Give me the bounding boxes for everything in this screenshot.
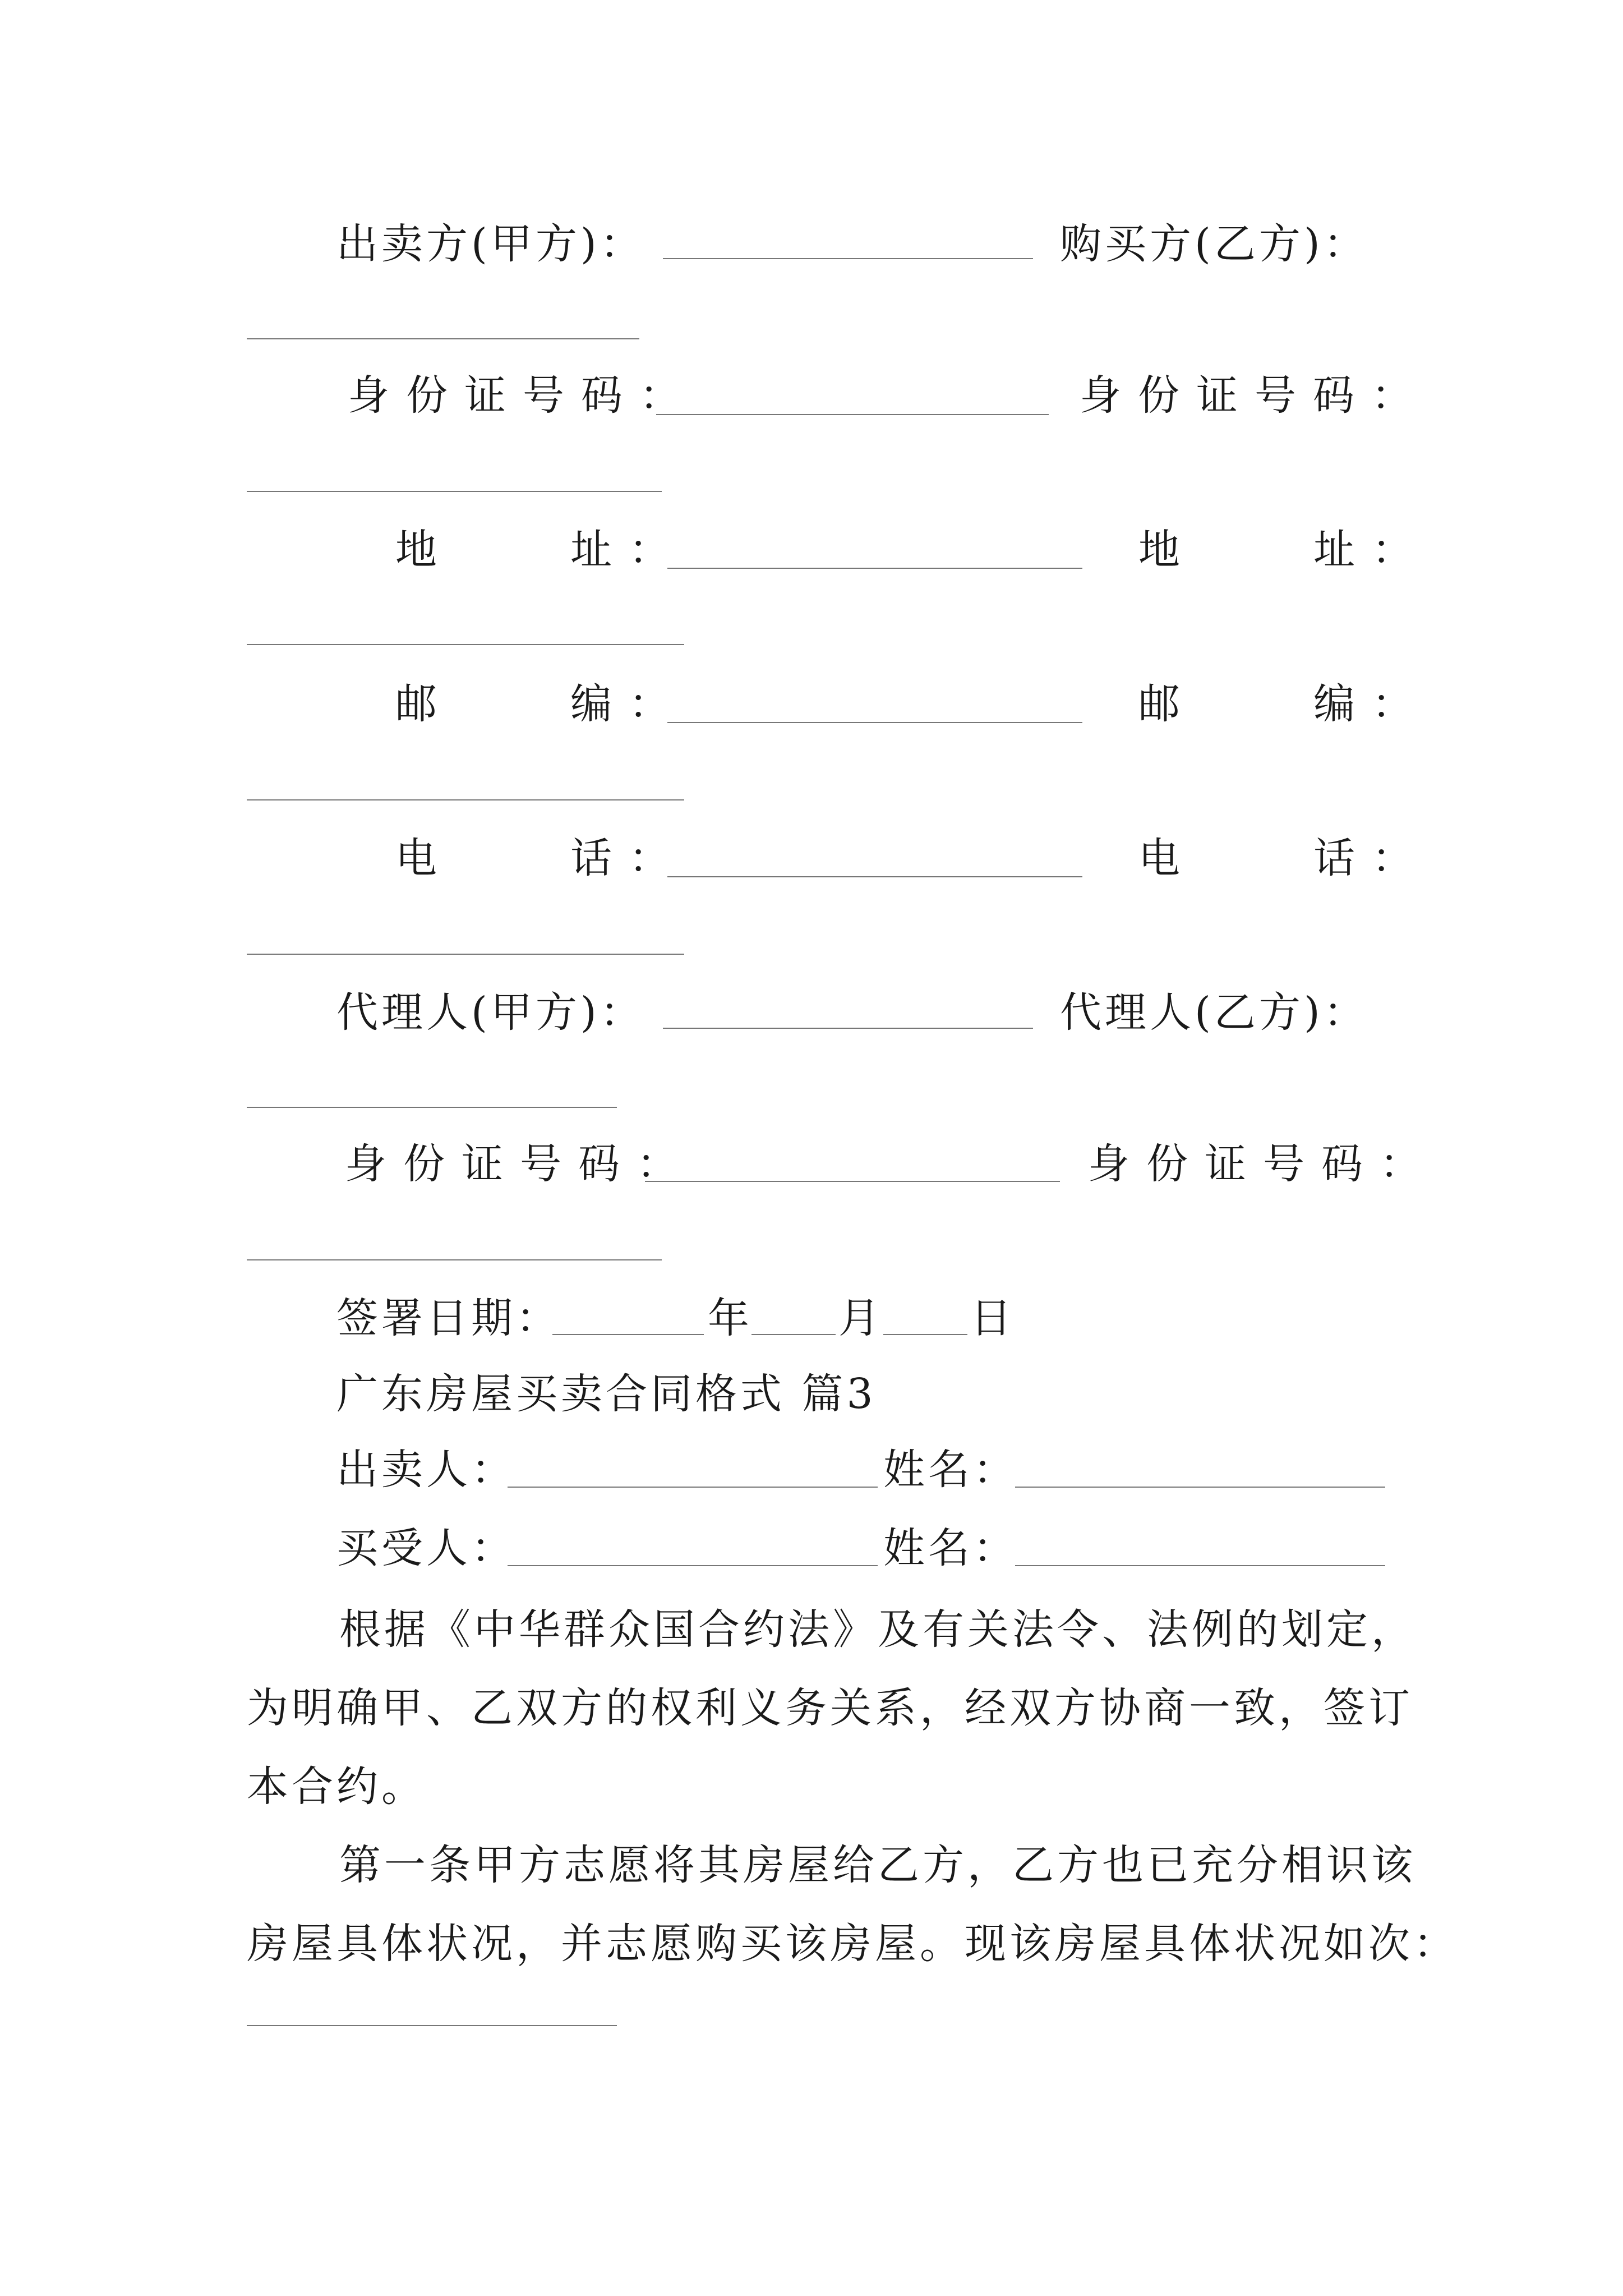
buyer-name-label: 姓名： [883,1524,1018,1572]
seller-address-blank[interactable] [667,568,1082,569]
agent-party-a-blank[interactable] [663,1028,1033,1029]
buyer-address-label: 地 址： [1138,526,1430,574]
agent-party-b-blank[interactable] [247,1107,617,1108]
agent-a-id-label: 身份证号码： [345,1140,695,1188]
sign-day-label: 日 [970,1294,1015,1342]
seller-id-blank[interactable] [656,414,1049,415]
buyer-id-label: 身份证号码： [1080,371,1430,420]
seller-zip-label: 邮 编： [395,680,687,728]
buyer-label: 买受人： [336,1524,516,1572]
paragraph-2-line-2: 房屋具体状况，并志愿购买该房屋。现该房屋具体状况如次： [247,1920,1458,1968]
paragraph-1-line-1: 根据《中华群众国合约法》及有关法令、法例的划定， [339,1605,1416,1654]
paragraph-2-line-1: 第一条甲方志愿将其房屋给乙方，乙方也已充分相识该 [339,1841,1416,1889]
sign-date-label: 签署日期： [336,1294,561,1342]
buyer-zip-blank[interactable] [247,799,684,800]
section-heading: 广东房屋买卖合同格式 篇3 [336,1370,877,1418]
seller-name-label: 姓名： [883,1446,1018,1494]
buyer-zip-label: 邮 编： [1138,680,1430,728]
sign-month-label: 月 [838,1294,883,1342]
buyer-party-blank[interactable] [247,338,639,339]
agent-party-b-label: 代理人(乙方)： [1060,988,1368,1037]
sign-year-blank[interactable] [552,1334,704,1335]
agent-a-id-blank[interactable] [645,1181,1060,1182]
seller-label: 出卖人： [336,1446,516,1494]
seller-address-label: 地 址： [395,526,687,574]
seller-id-label: 身份证号码： [348,371,698,420]
seller-phone-blank[interactable] [667,876,1082,877]
agent-party-a-label: 代理人(甲方)： [336,988,645,1037]
seller-phone-label: 电 话： [395,834,687,882]
paragraph-1-line-2: 为明确甲、乙双方的权利义务关系，经双方协商一致，签订 [247,1684,1413,1732]
house-details-blank[interactable] [247,2025,617,2026]
buyer-address-blank[interactable] [247,644,684,645]
buyer-id-blank[interactable] [247,491,662,492]
seller-party-label: 出卖方(甲方)： [336,220,645,268]
buyer-name-blank[interactable] [1015,1565,1385,1566]
agent-b-id-label: 身份证号码： [1088,1140,1438,1188]
buyer-phone-label: 电 话： [1138,834,1430,882]
sign-month-blank[interactable] [751,1334,836,1335]
buyer-party-label: 购买方(乙方)： [1060,220,1368,268]
buyer-blank[interactable] [508,1565,878,1566]
sign-day-blank[interactable] [883,1334,967,1335]
seller-name-blank[interactable] [1015,1487,1385,1488]
agent-b-id-blank[interactable] [247,1259,662,1260]
seller-zip-blank[interactable] [667,722,1082,723]
sign-year-label: 年 [708,1294,753,1342]
seller-party-blank[interactable] [663,258,1033,259]
seller-blank[interactable] [508,1487,878,1488]
paragraph-1-line-3: 本合约。 [247,1763,426,1811]
buyer-phone-blank[interactable] [247,954,684,955]
